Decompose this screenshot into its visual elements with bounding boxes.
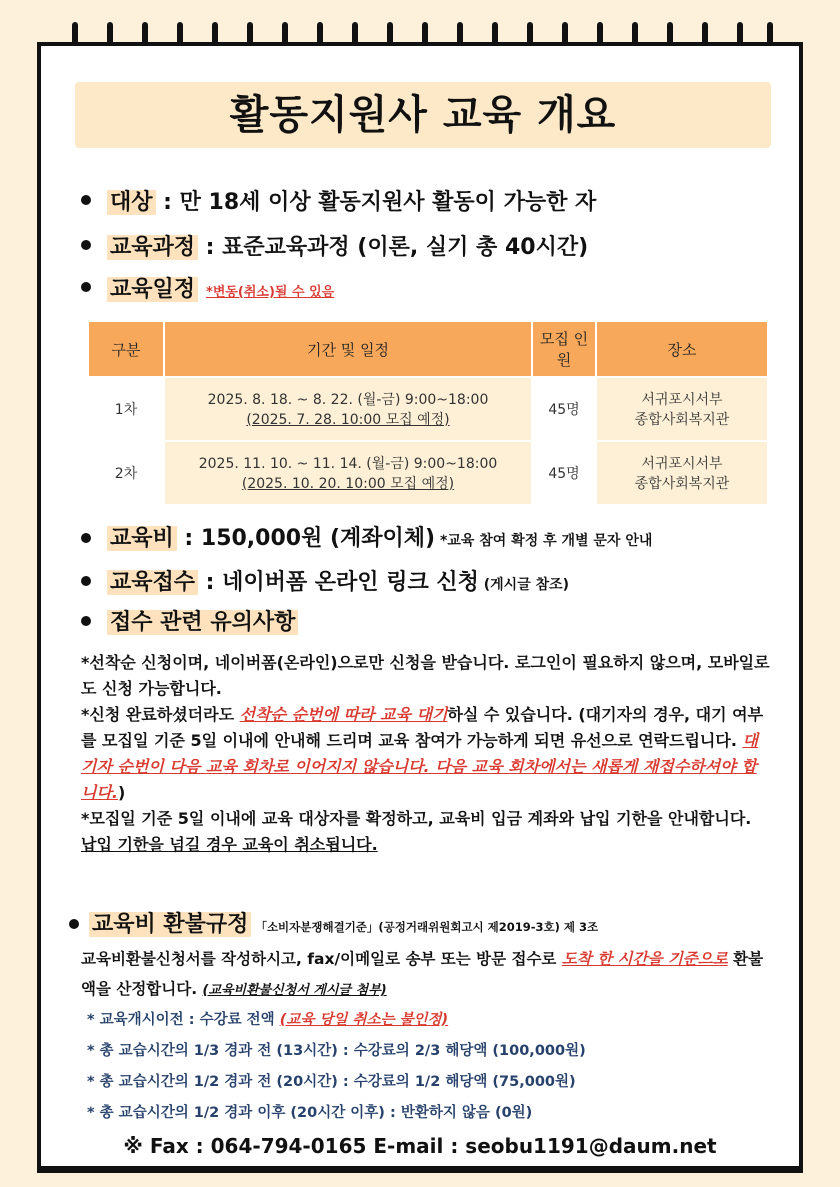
fee-note: *교육 참여 확정 후 개별 문자 안내	[435, 533, 653, 549]
refund-p1-attach: (교육비환불신청서 게시글 첨부)	[202, 983, 387, 998]
refund-rule-1-text: * 교육개시이전 : 수강료 전액	[87, 1012, 280, 1028]
row-count: 45명	[532, 377, 596, 441]
row-place	[596, 377, 768, 441]
schedule-note: *변동(취소)될 수 있음	[206, 285, 335, 300]
apply-label: 교육접수	[107, 570, 198, 595]
schedule-label: 교육일정	[107, 277, 198, 302]
bullet-icon	[81, 533, 91, 543]
header-period: 기간 및 일정	[164, 321, 532, 377]
refund-law: 「소비자분쟁해결기준」(공정거래위원회고시 제2019-3호) 제 3조	[251, 920, 599, 934]
notice-line	[107, 605, 298, 636]
title-banner	[75, 82, 771, 148]
page-title: 활동지원사 교육 개요	[229, 92, 617, 138]
apply-note: (게시글 참조)	[478, 577, 570, 593]
refund-p1-text2: 환불액을 산정합니다.	[81, 950, 764, 998]
refund-rule-2: * 총 교습시간의 1/3 경과 전 (13시간) : 수강료의 2/3 해당액 (100,000원)	[87, 1043, 586, 1059]
notice-p2	[81, 702, 771, 806]
apply-line	[107, 565, 569, 596]
refund-line	[89, 907, 598, 938]
target-label: 대상	[107, 190, 156, 215]
row-period-dates: 2025. 11. 10. ~ 11. 14. (월-금) 9:00~18:00	[198, 456, 498, 472]
row-place	[596, 441, 768, 505]
bullet-icon	[81, 240, 91, 250]
schedule-line	[107, 272, 334, 303]
row-count: 45명	[532, 441, 596, 505]
row-period	[164, 377, 532, 441]
notice-p3	[81, 806, 771, 858]
bullet-icon	[81, 576, 91, 586]
target-text: : 만 18세 이상 활동지원사 활동이 가능한 자	[155, 190, 597, 215]
refund-p1-emphasis: 도착 한 시간을 기준으로	[561, 950, 728, 968]
refund-body	[81, 944, 771, 1006]
refund-rule-4: * 총 교습시간의 1/2 경과 이후 (20시간 이후) : 반환하지 않음 (0원)	[87, 1105, 533, 1121]
row-round: 2차	[88, 441, 164, 505]
row-period-dates: 2025. 8. 18. ~ 8. 22. (월-금) 9:00~18:00	[207, 392, 489, 408]
row-recruit-date: (2025. 7. 28. 10:00 모집 예정)	[246, 412, 450, 428]
bullet-icon	[81, 616, 91, 626]
target-line	[107, 185, 596, 216]
schedule-table	[87, 320, 769, 506]
row-place-line1: 서귀포시서부	[641, 456, 723, 472]
notice-p3-text: *모집일 기준 5일 이내에 교육 대상자를 확정하고, 교육비 입금 계좌와 납입 기한을 안내합니다.	[81, 809, 752, 828]
refund-p1-text: 교육비환불신청서를 작성하시고, fax/이메일로 송부 또는 방문 접수로	[81, 950, 562, 968]
refund-label: 교육비 환불규정	[89, 912, 251, 937]
bullet-icon	[69, 919, 79, 929]
fee-text: : 150,000원 (계좌이체)	[176, 526, 436, 551]
row-place-line2: 종합사회복지관	[634, 412, 730, 428]
row-place-line1: 서귀포시서부	[641, 392, 723, 408]
notice-p3-underline: 납입 기한을 넘길 경우 교육이 취소됩니다.	[81, 835, 378, 854]
notepad-card	[37, 42, 803, 1173]
course-text: : 표준교육과정 (이론, 실기 총 40시간)	[198, 235, 589, 260]
course-label: 교육과정	[107, 235, 198, 260]
table-header-row	[88, 321, 768, 377]
contact-info: ※ Fax : 064-794-0165 E-mail : seobu1191@daum.net	[123, 1134, 717, 1158]
course-line	[107, 230, 588, 261]
notice-p2-close: )	[118, 783, 126, 802]
header-place: 장소	[596, 321, 768, 377]
apply-text: : 네이버폼 온라인 링크 신청	[198, 570, 479, 595]
table-row	[88, 377, 768, 441]
row-round: 1차	[88, 377, 164, 441]
refund-rule-1-emphasis: (교육 당일 취소는 불인정)	[279, 1012, 449, 1028]
row-place-line2: 종합사회복지관	[634, 476, 730, 492]
refund-rule-1	[87, 1008, 448, 1029]
notice-p2-emphasis: 선착순 순번에 따라 교육 대기	[239, 705, 448, 724]
fee-line	[107, 521, 652, 552]
row-recruit-date: (2025. 10. 20. 10:00 모집 예정)	[241, 476, 455, 492]
notice-p1: *선착순 신청이며, 네이버폼(온라인)으로만 신청을 받습니다. 로그인이 필요하지 않으며, 모바일로도 신청 가능합니다.	[81, 653, 770, 698]
notice-p2-text2: 하실 수 있습니다. (대기자의 경우, 대기 여부를 모집일 기준 5일 이내에 안내해 드리며 교육 참여가 가능하게 되면 유선으로 연락드립니다.	[81, 705, 764, 750]
fee-label: 교육비	[107, 526, 177, 551]
table-row	[88, 441, 768, 505]
bullet-icon	[81, 195, 91, 205]
header-round: 구분	[88, 321, 164, 377]
bullet-icon	[81, 282, 91, 292]
refund-rule-3: * 총 교습시간의 1/2 경과 전 (20시간) : 수강료의 1/2 해당액 (75,000원)	[87, 1074, 576, 1090]
notice-p2-emphasis2: 대기자 순번이 다음 교육 회차로 이어지지 않습니다. 다음 교육 회차에서는 새롭게 재접수하셔야 합니다.	[81, 731, 758, 802]
notice-label: 접수 관련 유의사항	[107, 610, 298, 635]
row-period	[164, 441, 532, 505]
notice-body	[81, 650, 771, 858]
header-recruit: 모집 인원	[532, 321, 596, 377]
notice-p2-text: *신청 완료하셨더라도	[81, 705, 240, 724]
